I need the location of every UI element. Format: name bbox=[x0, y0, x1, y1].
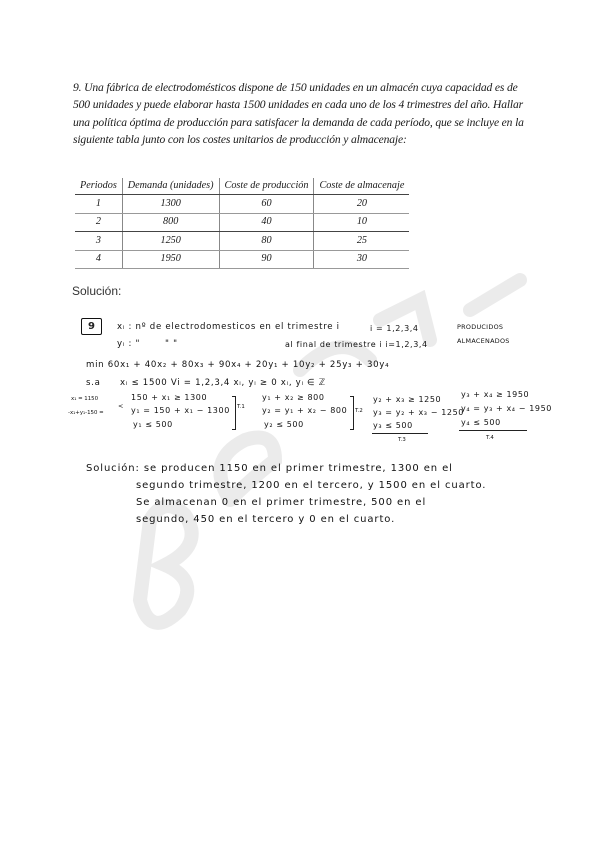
constraints-general: xᵢ ≤ 1500 Vi = 1,2,3,4 xᵢ, yᵢ ≥ 0 xᵢ, yᵢ ∈ ℤ bbox=[120, 378, 326, 388]
table-row bbox=[75, 250, 409, 269]
block3-line1: y₂ + x₃ ≥ 1250 bbox=[373, 395, 442, 404]
header-coste-almacenaje: Coste de almacenaje bbox=[314, 178, 409, 195]
block2-line3: y₂ ≤ 500 bbox=[264, 420, 304, 429]
solution-line-4: segundo, 450 en el tercero y 0 en el cuarto. bbox=[136, 514, 396, 525]
solution-label: Solución: bbox=[72, 284, 122, 298]
block1-line2: y₁ = 150 + x₁ − 1300 bbox=[131, 406, 230, 415]
block4-line2: y₄ = y₃ + x₄ − 1950 bbox=[461, 404, 552, 413]
table-cell: 1250 bbox=[122, 232, 219, 251]
solution-line-2: segundo trimestre, 1200 en el tercero, y 1500 en el cuarto. bbox=[136, 480, 487, 491]
header-coste-produccion: Coste de producción bbox=[219, 178, 314, 195]
underline bbox=[372, 433, 428, 434]
block1-line1: 150 + x₁ ≥ 1300 bbox=[131, 393, 208, 402]
block2-line1: y₁ + x₂ ≥ 800 bbox=[262, 393, 325, 402]
table-cell: 25 bbox=[314, 232, 409, 251]
subject-to-label: s.a bbox=[86, 378, 101, 388]
table-cell: 60 bbox=[219, 195, 314, 214]
table-cell: 1 bbox=[75, 195, 122, 214]
block3-line3: y₃ ≤ 500 bbox=[373, 421, 413, 430]
table-cell: 80 bbox=[219, 232, 314, 251]
table-cell: 4 bbox=[75, 250, 122, 269]
block1-note: T.1 bbox=[237, 404, 245, 410]
side-note-x1: x₁ = 1150 bbox=[71, 396, 99, 402]
block2-line2: y₂ = y₁ + x₂ − 800 bbox=[262, 406, 348, 415]
solution-line-1: Solución: se producen 1150 en el primer trimestre, 1300 en el bbox=[86, 463, 453, 474]
table-cell: 40 bbox=[219, 213, 314, 232]
header-periodos: Periodos bbox=[75, 178, 122, 195]
table-cell: 1950 bbox=[122, 250, 219, 269]
data-table bbox=[75, 178, 409, 269]
ditto-marks: " " bbox=[165, 339, 178, 349]
table-cell: 800 bbox=[122, 213, 219, 232]
table-cell: 2 bbox=[75, 213, 122, 232]
block4-line1: y₃ + x₄ ≥ 1950 bbox=[461, 390, 530, 399]
table-cell: 1300 bbox=[122, 195, 219, 214]
variable-index-x: i = 1,2,3,4 bbox=[370, 324, 419, 333]
block3-line2: y₃ = y₂ + x₃ − 1250 bbox=[373, 408, 464, 417]
question-number-box: 9 bbox=[81, 318, 102, 335]
table-cell: 10 bbox=[314, 213, 409, 232]
problem-statement: 9. Una fábrica de electrodomésticos dispone de 150 unidades en un almacén cuya capacidad es de 500 unidades y puede elaborar hasta 1500 unidades en cada uno de los 4 trimestres del año. Hallar una política óptima de producción para satisfacer la demanda de cada período, que se incluye en la siguiente tabla junto con los costes unitarios de producción y almacenaje: bbox=[73, 81, 524, 147]
block2-note: T.2 bbox=[355, 408, 363, 414]
underline bbox=[459, 430, 527, 431]
brace bbox=[232, 396, 236, 430]
block3-note: T.3 bbox=[398, 437, 406, 443]
tag-almacenados: ALMACENADOS bbox=[457, 337, 510, 345]
table-cell: 20 bbox=[314, 195, 409, 214]
objective-function: min 60x₁ + 40x₂ + 80x₃ + 90x₄ + 20y₁ + 10y₂ + 25y₃ + 30y₄ bbox=[86, 360, 390, 370]
variable-definition-x: xᵢ : nº de electrodomesticos en el trimestre i bbox=[117, 322, 340, 332]
table-row bbox=[75, 195, 409, 214]
tag-producidos: PRODUCIDOS bbox=[457, 323, 504, 331]
variable-definition-y: yᵢ : " bbox=[117, 339, 141, 349]
table-row bbox=[75, 232, 409, 251]
variable-definition-y-end: al final de trimestre i i=1,2,3,4 bbox=[285, 340, 428, 349]
table-header-row bbox=[75, 178, 409, 195]
block4-note: T.4 bbox=[486, 435, 494, 441]
block1-line3: y₁ ≤ 500 bbox=[133, 420, 173, 429]
table-cell: 30 bbox=[314, 250, 409, 269]
table-row bbox=[75, 213, 409, 232]
solution-line-3: Se almacenan 0 en el primer trimestre, 500 en el bbox=[136, 497, 427, 508]
arrow-mark: < bbox=[118, 402, 124, 410]
brace bbox=[350, 396, 354, 430]
header-demanda: Demanda (unidades) bbox=[122, 178, 219, 195]
block4-line3: y₄ ≤ 500 bbox=[461, 418, 501, 427]
table-cell: 3 bbox=[75, 232, 122, 251]
side-note-equation: -x₁+y₁-150 = bbox=[68, 410, 104, 416]
table-cell: 90 bbox=[219, 250, 314, 269]
